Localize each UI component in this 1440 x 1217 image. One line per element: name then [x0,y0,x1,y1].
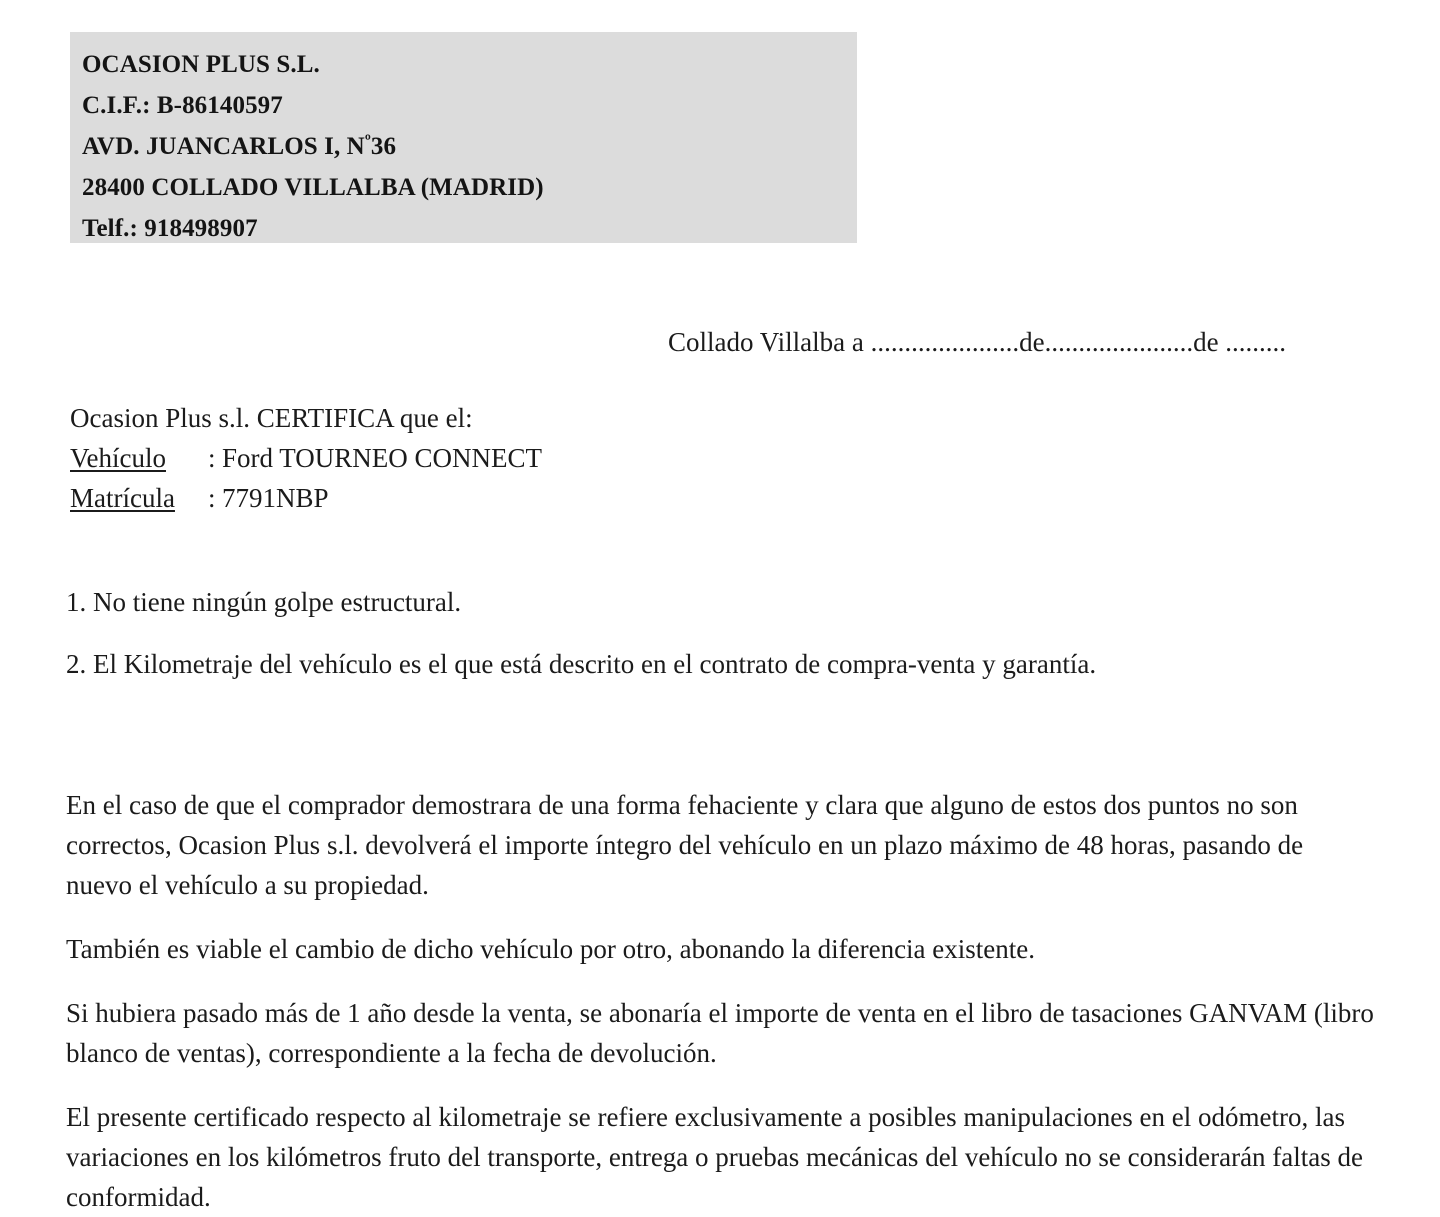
address-street-text: AVD. JUANCARLOS I, N [82,133,365,160]
company-address-city: 28400 COLLADO VILLALBA (MADRID) [82,174,544,201]
address-street-number: 36 [370,133,397,160]
letterhead-block [70,32,857,243]
body-paragraph: Si hubiera pasado más de 1 año desde la venta, se abonaría el importe de venta en el libro de tasaciones GANVAM (libro blanco de ventas), correspondiente a la fecha de devolución. [66,998,1374,1068]
plate-value: 7791NBP [222,483,329,513]
company-name: OCASION PLUS S.L. [82,51,320,78]
certified-points-list [66,585,1376,681]
company-phone: Telf.: 918498907 [82,215,258,242]
plate-row [70,478,970,518]
ordinal-indicator: º [364,130,371,151]
plate-label: Matrícula [70,483,175,513]
vehicle-value: Ford TOURNEO CONNECT [222,443,543,473]
vehicle-separator: : [208,443,216,473]
body-paragraph: El presente certificado respecto al kilometraje se refiere exclusivamente a posibles manipulaciones en el odómetro, las variaciones en los kilómetros fruto del transporte, entrega o pruebas mecánicas del vehículo no se considerarán faltas de conformidad. [66,1102,1364,1212]
certification-block [70,398,970,518]
company-cif: C.I.F.: B-86140597 [82,92,283,119]
body-paragraph: En el caso de que el comprador demostrara de una forma fehaciente y clara que alguno de estos dos puntos no son correctos, Ocasion Plus s.l. devolverá el importe íntegro del vehículo en un plazo máximo de 48 horas, pasando de nuevo el vehículo a su propiedad. [66,790,1304,900]
vehicle-label: Vehículo [70,443,166,473]
vehicle-row [70,438,970,478]
certified-point: 1. No tiene ningún golpe estructural. [66,587,462,617]
certification-intro: Ocasion Plus s.l. CERTIFICA que el: [70,403,473,433]
certified-point: 2. El Kilometraje del vehículo es el que está descrito en el contrato de compra-venta y garantía. [66,649,1097,679]
body-paragraph: También es viable el cambio de dicho vehículo por otro, abonando la diferencia existente. [66,934,1036,964]
company-address-street [82,126,857,167]
body-copy [66,785,1374,1217]
plate-separator: : [208,483,216,513]
dateline: Collado Villalba a ......................de......................de ......... [668,327,1287,357]
